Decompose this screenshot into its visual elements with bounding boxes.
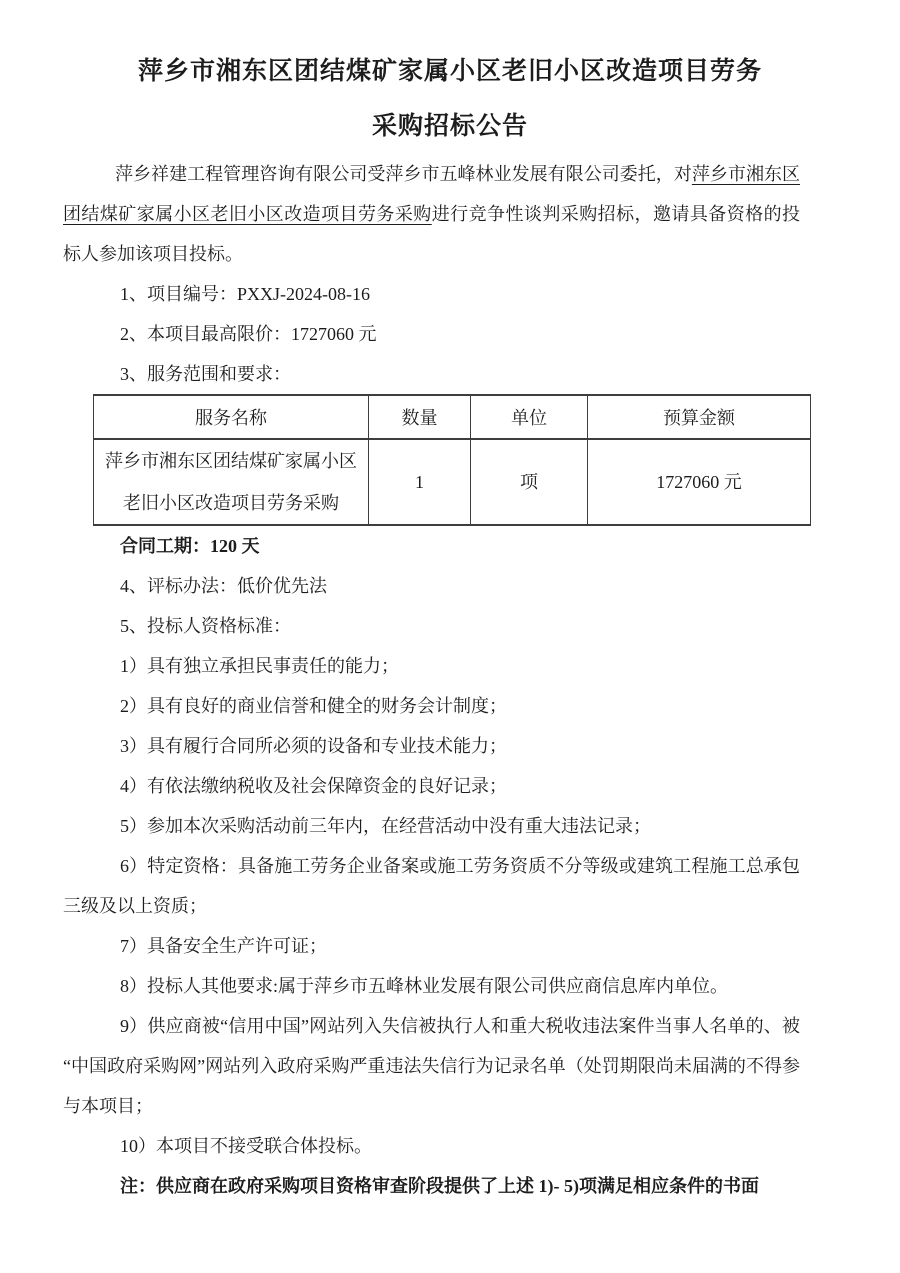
intro-text-after: 进行竞争性谈判采购招标，邀请具备资格的投标人参加该项目投标。 (63, 204, 800, 264)
qualification-item-8: 8）投标人其他要求:属于萍乡市五峰林业发展有限公司供应商信息库内单位。 (120, 976, 728, 996)
document-title (0, 44, 900, 154)
document-title-line1: 萍乡市湘东区团结煤矿家属小区老旧小区改造项目劳务 (137, 58, 762, 85)
qualification-item-3: 3）具有履行合同所必须的设备和专业技术能力； (120, 736, 507, 756)
qualification-item-10: 10）本项目不接受联合体投标。 (120, 1136, 372, 1156)
header-budget: 预算金额 (588, 395, 811, 439)
qualification-item-6: 6）特定资格：具备施工劳务企业备案或施工劳务资质不分等级或建筑工程施工总承包三级及以上资质； (63, 856, 800, 916)
document-body (0, 154, 900, 1206)
qualification-item-4: 4）有依法缴纳税收及社会保障资金的良好记录； (120, 776, 507, 796)
cell-unit: 项 (471, 439, 588, 525)
header-quantity: 数量 (369, 395, 471, 439)
header-unit: 单位 (471, 395, 588, 439)
item-max-price: 2、本项目最高限价：1727060 元 (120, 324, 377, 344)
underlined-project-name: 萍乡市湘东区团结煤矿家属小区老旧小区改造项目劳务采购 (63, 164, 801, 224)
qualification-item-7: 7）具备安全生产许可证； (120, 936, 327, 956)
qualification-item-1: 1）具有独立承担民事责任的能力； (120, 656, 399, 676)
item-bidder-qualification-header: 5、投标人资格标准： (120, 616, 291, 636)
service-table-header-row (94, 395, 811, 439)
service-table (93, 394, 811, 526)
header-service-name: 服务名称 (94, 395, 369, 439)
qualification-item-2: 2）具有良好的商业信誉和健全的财务会计制度； (120, 696, 507, 716)
cell-quantity: 1 (369, 439, 471, 525)
item-project-number: 1、项目编号：PXXJ-2024-08-16 (120, 284, 370, 304)
cell-budget: 1727060 元 (588, 439, 811, 525)
note-line: 注：供应商在政府采购项目资格审查阶段提供了上述 1)- 5)项满足相应条件的书面 (120, 1176, 759, 1196)
service-table-data-row (94, 439, 811, 525)
qualification-item-9: 9）供应商被“信用中国”网站列入失信被执行人和重大税收违法案件当事人名单的、被“中国政府采购网”网站列入政府采购严重违法失信行为记录名单（处罚期限尚未届满的不得参与本项目； (63, 1016, 800, 1116)
item-evaluation-method: 4、评标办法：低价优先法 (120, 576, 327, 596)
intro-text-before: 萍乡祥建工程管理咨询有限公司受萍乡市五峰林业发展有限公司委托，对 (115, 164, 692, 184)
qualification-item-5: 5）参加本次采购活动前三年内，在经营活动中没有重大违法记录； (120, 816, 651, 836)
cell-service-name: 萍乡市湘东区团结煤矿家属小区老旧小区改造项目劳务采购 (94, 439, 369, 525)
item-service-scope: 3、服务范围和要求： (120, 364, 291, 384)
contract-duration: 合同工期：120 天 (120, 536, 260, 556)
intro-paragraph (63, 154, 800, 274)
document-title-line2: 采购招标公告 (371, 113, 528, 140)
